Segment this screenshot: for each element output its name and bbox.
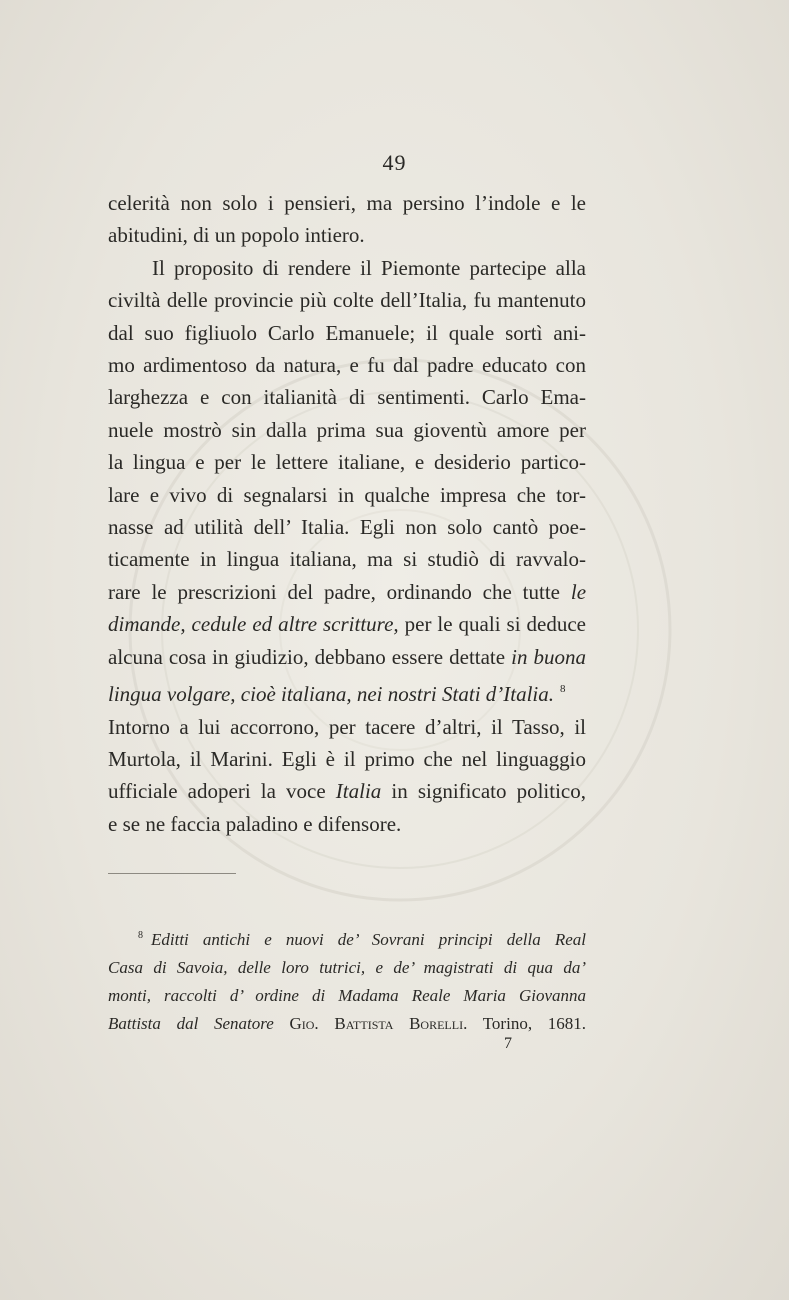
text-line (108, 608, 586, 640)
text-line: nasse ad utilità dell’ Italia. Egli non solo cantò poe- (108, 515, 586, 540)
footnote-line (108, 1010, 586, 1038)
text-line: ticamente in lingua italiana, ma si studiò di ravvalo- (108, 547, 586, 572)
text-run: Editti antichi e nuovi de’ Sovrani principi della Real (151, 930, 586, 949)
author-name: Gio. Battista Borelli. (289, 1014, 468, 1033)
footnote-separator (108, 873, 236, 874)
footnote-line: Casa di Savoia, delle loro tutrici, e de’ magistrati di qua da’ (108, 958, 586, 977)
text-line: mo ardimentoso da natura, e fu dal padre educato con (108, 353, 586, 378)
italic-text-run: in buona (511, 644, 586, 669)
text-run: alcuna cosa in giudizio, debbano essere dettate (108, 644, 506, 669)
text-line: Murtola, il Marini. Egli è il primo che nel linguaggio (108, 746, 586, 771)
body-text (108, 187, 586, 840)
text-line: la lingua e per le lettere italiane, e desiderio partico- (108, 450, 586, 475)
text-line (108, 673, 586, 710)
text-line: nuele mostrò sin dalla prima sua gioventù amore per (108, 417, 586, 442)
text-line: Il proposito di rendere il Piemonte partecipe alla (152, 255, 586, 280)
text-line: larghezza e con italianità di sentimenti. Carlo Ema- (108, 385, 586, 410)
text-run: Torino, 1681. (482, 1014, 587, 1033)
text-line (108, 641, 586, 673)
footnote-line: monti, raccolti d’ ordine di Madama Reale Maria Giovanna (108, 986, 586, 1005)
printer-signature-mark: 7 (504, 1035, 512, 1052)
italic-text-run: lingua volgare, cioè italiana, nei nostri Stati d’Italia. (108, 682, 555, 707)
text-line: lare e vivo di segnalarsi in qualche impresa che tor- (108, 482, 586, 507)
italic-text-run: Battista dal Senatore (108, 1014, 274, 1033)
text-line (108, 576, 586, 608)
footnote-marker: 8 (138, 930, 143, 941)
text-line: civiltà delle provincie più colte dell’Italia, fu mantenuto (108, 288, 586, 313)
text-run: ufficiale adoperi la voce (108, 779, 326, 804)
footnote-reference: 8 (560, 683, 566, 696)
page-number: 49 (382, 150, 407, 175)
italic-text-run: dimande, cedule ed altre scritture, (108, 612, 399, 637)
text-run: per le quali si deduce (404, 612, 586, 637)
text-line: celerità non solo i pensieri, ma persino l’indole e le (108, 191, 586, 215)
text-run: rare le prescrizioni del padre, ordinando che tutte (108, 579, 560, 604)
text-line (108, 775, 586, 807)
text-line: dal suo figliuolo Carlo Emanuele; il quale sortì ani- (108, 320, 586, 345)
footnote (108, 922, 586, 1038)
italic-text-run: Italia (335, 779, 382, 804)
italic-text-run: le (570, 579, 587, 604)
text-run: in significato politico, (391, 779, 586, 804)
text-line: Intorno a lui accorrono, per tacere d’altri, il Tasso, il (108, 714, 586, 739)
text-line: e se ne faccia paladino e difensore. (108, 811, 402, 836)
footnote-line (108, 922, 586, 954)
text-line: abitudini, di un popolo intiero. (108, 223, 365, 248)
